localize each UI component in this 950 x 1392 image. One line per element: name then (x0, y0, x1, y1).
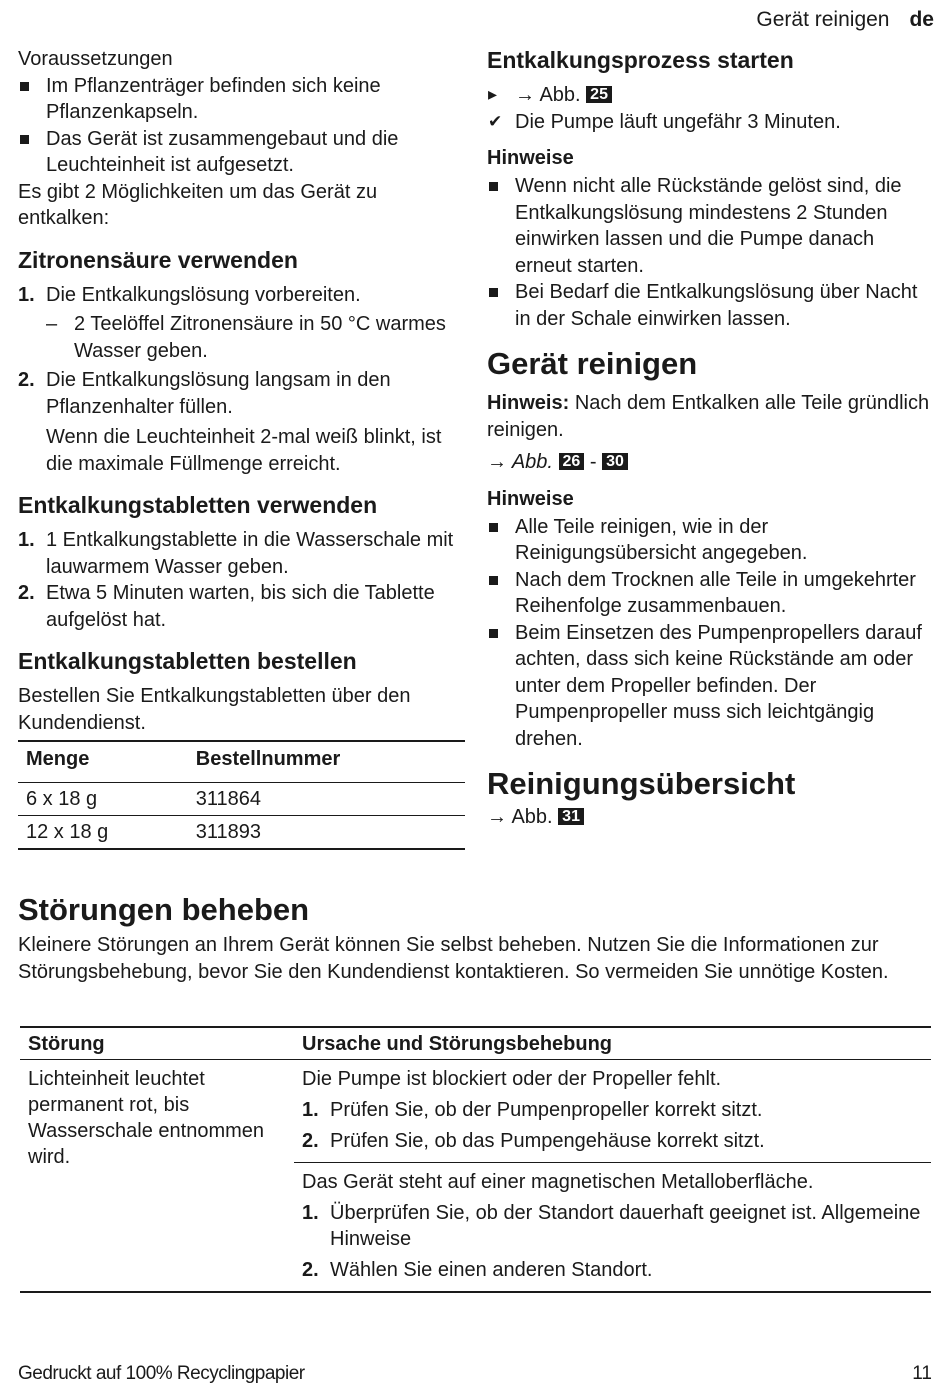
figure-badge: 31 (558, 808, 584, 825)
header-language-code: de (909, 8, 934, 31)
table-header-row (20, 1027, 931, 1060)
page-number: 11 (912, 1363, 932, 1384)
remedy-step (302, 1257, 923, 1283)
step-number: 1. (302, 1099, 319, 1121)
note-item: Beim Einsetzen des Pumpenpropellers darauf achten, dass sich keine Rückstände am oder unter dem Propeller befinden. Der Pumpenpropeller muss sich leichtgängig drehen. (487, 620, 935, 753)
figure-ref-prefix: → Abb. (487, 806, 553, 828)
figure-ref-prefix: → Abb. (487, 451, 553, 473)
column-header-cause: Ursache und Störungsbehebung (294, 1027, 931, 1060)
action-step (487, 82, 935, 109)
step-number: 2. (18, 369, 35, 391)
cause-cell (294, 1163, 931, 1293)
tablets-step-1 (18, 527, 468, 580)
step-number: 2. (18, 582, 35, 604)
table-row (18, 783, 465, 816)
result-step: ✔ Die Pumpe läuft ungefähr 3 Minuten. (487, 109, 935, 136)
step-number: 1. (18, 283, 35, 306)
citric-step-2 (18, 367, 468, 420)
step-text: 1 Entkalkungstablette in die Wasserschale mit lauwarmem Wasser geben. (46, 529, 454, 578)
step-text: Etwa 5 Minuten warten, bis sich die Tablette aufgelöst hat. (46, 582, 435, 631)
figure-ref-prefix: → Abb. (515, 84, 581, 106)
remedy-step (302, 1097, 923, 1123)
order-table (18, 740, 465, 850)
note-item: Nach dem Trocknen alle Teile in umgekehrter Reihenfolge zusammenbauen. (487, 567, 935, 620)
notes-heading: Hinweise (487, 487, 574, 510)
quantity-cell: 6 x 18 g (18, 783, 188, 816)
hint-text: Nach dem Entkalken alle Teile gründlich reinigen. (487, 392, 930, 441)
table-header-row (18, 741, 465, 783)
quantity-cell: 12 x 18 g (18, 816, 188, 850)
left-column (18, 46, 468, 850)
remedy-step (302, 1128, 923, 1154)
note-item: Wenn nicht alle Rückstände gelöst sind, die Entkalkungslösung mindestens 2 Stunden einwirken lassen und die Pumpe danach erneut starten. (487, 173, 935, 279)
cause-cell (294, 1060, 931, 1163)
table-row (20, 1060, 931, 1163)
troubleshooting-heading: Störungen beheben (18, 892, 310, 927)
step-text: Die Entkalkungslösung langsam in den Pflanzenhalter füllen. (46, 369, 391, 418)
figure-range-separator: - (589, 451, 597, 473)
note-item: Alle Teile reinigen, wie in der Reinigungsübersicht angegeben. (487, 514, 935, 567)
tablets-heading: Entkalkungstabletten verwenden (18, 492, 378, 518)
step-number: 2. (302, 1130, 319, 1152)
clean-device-heading: Gerät reinigen (487, 346, 698, 381)
order-heading: Entkalkungstabletten bestellen (18, 648, 357, 674)
order-number-cell: 311864 (188, 783, 465, 816)
step-number: 1. (18, 529, 35, 551)
step-number: 2. (302, 1259, 319, 1281)
citric-step-1 (18, 282, 468, 309)
tablets-step-2 (18, 580, 468, 633)
right-column (487, 46, 935, 831)
prerequisite-item: Das Gerät ist zusammengebaut und die Leuchteinheit ist aufgesetzt. (18, 126, 468, 179)
header-section-title: Gerät reinigen (756, 8, 890, 31)
clean-hint (487, 390, 935, 443)
figure-badge: 25 (586, 86, 612, 103)
prerequisites-label: Voraussetzungen (18, 48, 173, 70)
note-item: Bei Bedarf die Entkalkungslösung über Nacht in der Schale einwirken lassen. (487, 279, 935, 332)
step-text: Prüfen Sie, ob der Pumpenpropeller korrekt sitzt. (330, 1099, 763, 1121)
figure-ref (487, 804, 935, 831)
footer-recycling-note: Gedruckt auf 100% Recyclingpapier (18, 1363, 305, 1384)
troubleshooting-section (18, 892, 933, 985)
order-number-cell: 311893 (188, 816, 465, 850)
page-header (756, 8, 934, 32)
step-text: Die Entkalkungslösung vorbereiten. (46, 283, 361, 306)
citric-acid-heading: Zitronensäure verwenden (18, 246, 298, 273)
troubleshooting-intro: Kleinere Störungen an Ihrem Gerät können Sie selbst beheben. Nutzen Sie die Informationen zur Störungsbehebung, bevor Sie den Kundendienst kontaktieren. So vermeiden Sie unnötige Kosten. (18, 934, 889, 983)
order-text: Bestellen Sie Entkalkungstabletten über den Kundendienst. (18, 685, 411, 734)
fault-cell: Lichteinheit leuchtet permanent rot, bis Wasserschale entnommen wird. (20, 1060, 294, 1293)
column-header-quantity: Menge (18, 741, 188, 783)
remedy-step (302, 1200, 923, 1252)
prerequisite-item: Im Pflanzenträger befinden sich keine Pflanzenkapseln. (18, 73, 468, 126)
citric-substep (18, 311, 468, 364)
cleaning-overview-heading: Reinigungsübersicht (487, 766, 796, 801)
substep-text: 2 Teelöffel Zitronensäure in 50 °C warmes Wasser geben. (74, 313, 446, 362)
figure-range-ref (487, 449, 935, 476)
citric-step-2-note: Wenn die Leuchteinheit 2-mal weiß blinkt, ist die maximale Füllmenge erreicht. (46, 426, 442, 475)
step-text: Prüfen Sie, ob das Pumpengehäuse korrekt sitzt. (330, 1130, 765, 1152)
column-header-order-number: Bestellnummer (188, 741, 465, 783)
start-process-heading: Entkalkungsprozess starten (487, 47, 794, 73)
notes-heading: Hinweise (487, 147, 574, 169)
figure-badge: 26 (559, 453, 585, 470)
table-row (18, 816, 465, 850)
figure-badge: 30 (602, 453, 628, 470)
step-text: Wählen Sie einen anderen Standort. (330, 1259, 653, 1281)
cause-text: Das Gerät steht auf einer magnetischen Metalloberfläche. (302, 1171, 814, 1193)
hint-label: Hinweis: (487, 392, 570, 414)
step-number: 1. (302, 1202, 319, 1224)
options-text: Es gibt 2 Möglichkeiten um das Gerät zu entkalken: (18, 180, 378, 229)
step-text: Überprüfen Sie, ob der Standort dauerhaft geeignet ist. Allgemeine Hinweise (330, 1202, 921, 1250)
troubleshooting-table (20, 1026, 931, 1293)
cause-text: Die Pumpe ist blockiert oder der Propeller fehlt. (302, 1068, 722, 1090)
dash-marker: – (46, 313, 58, 335)
column-header-fault: Störung (20, 1027, 294, 1060)
